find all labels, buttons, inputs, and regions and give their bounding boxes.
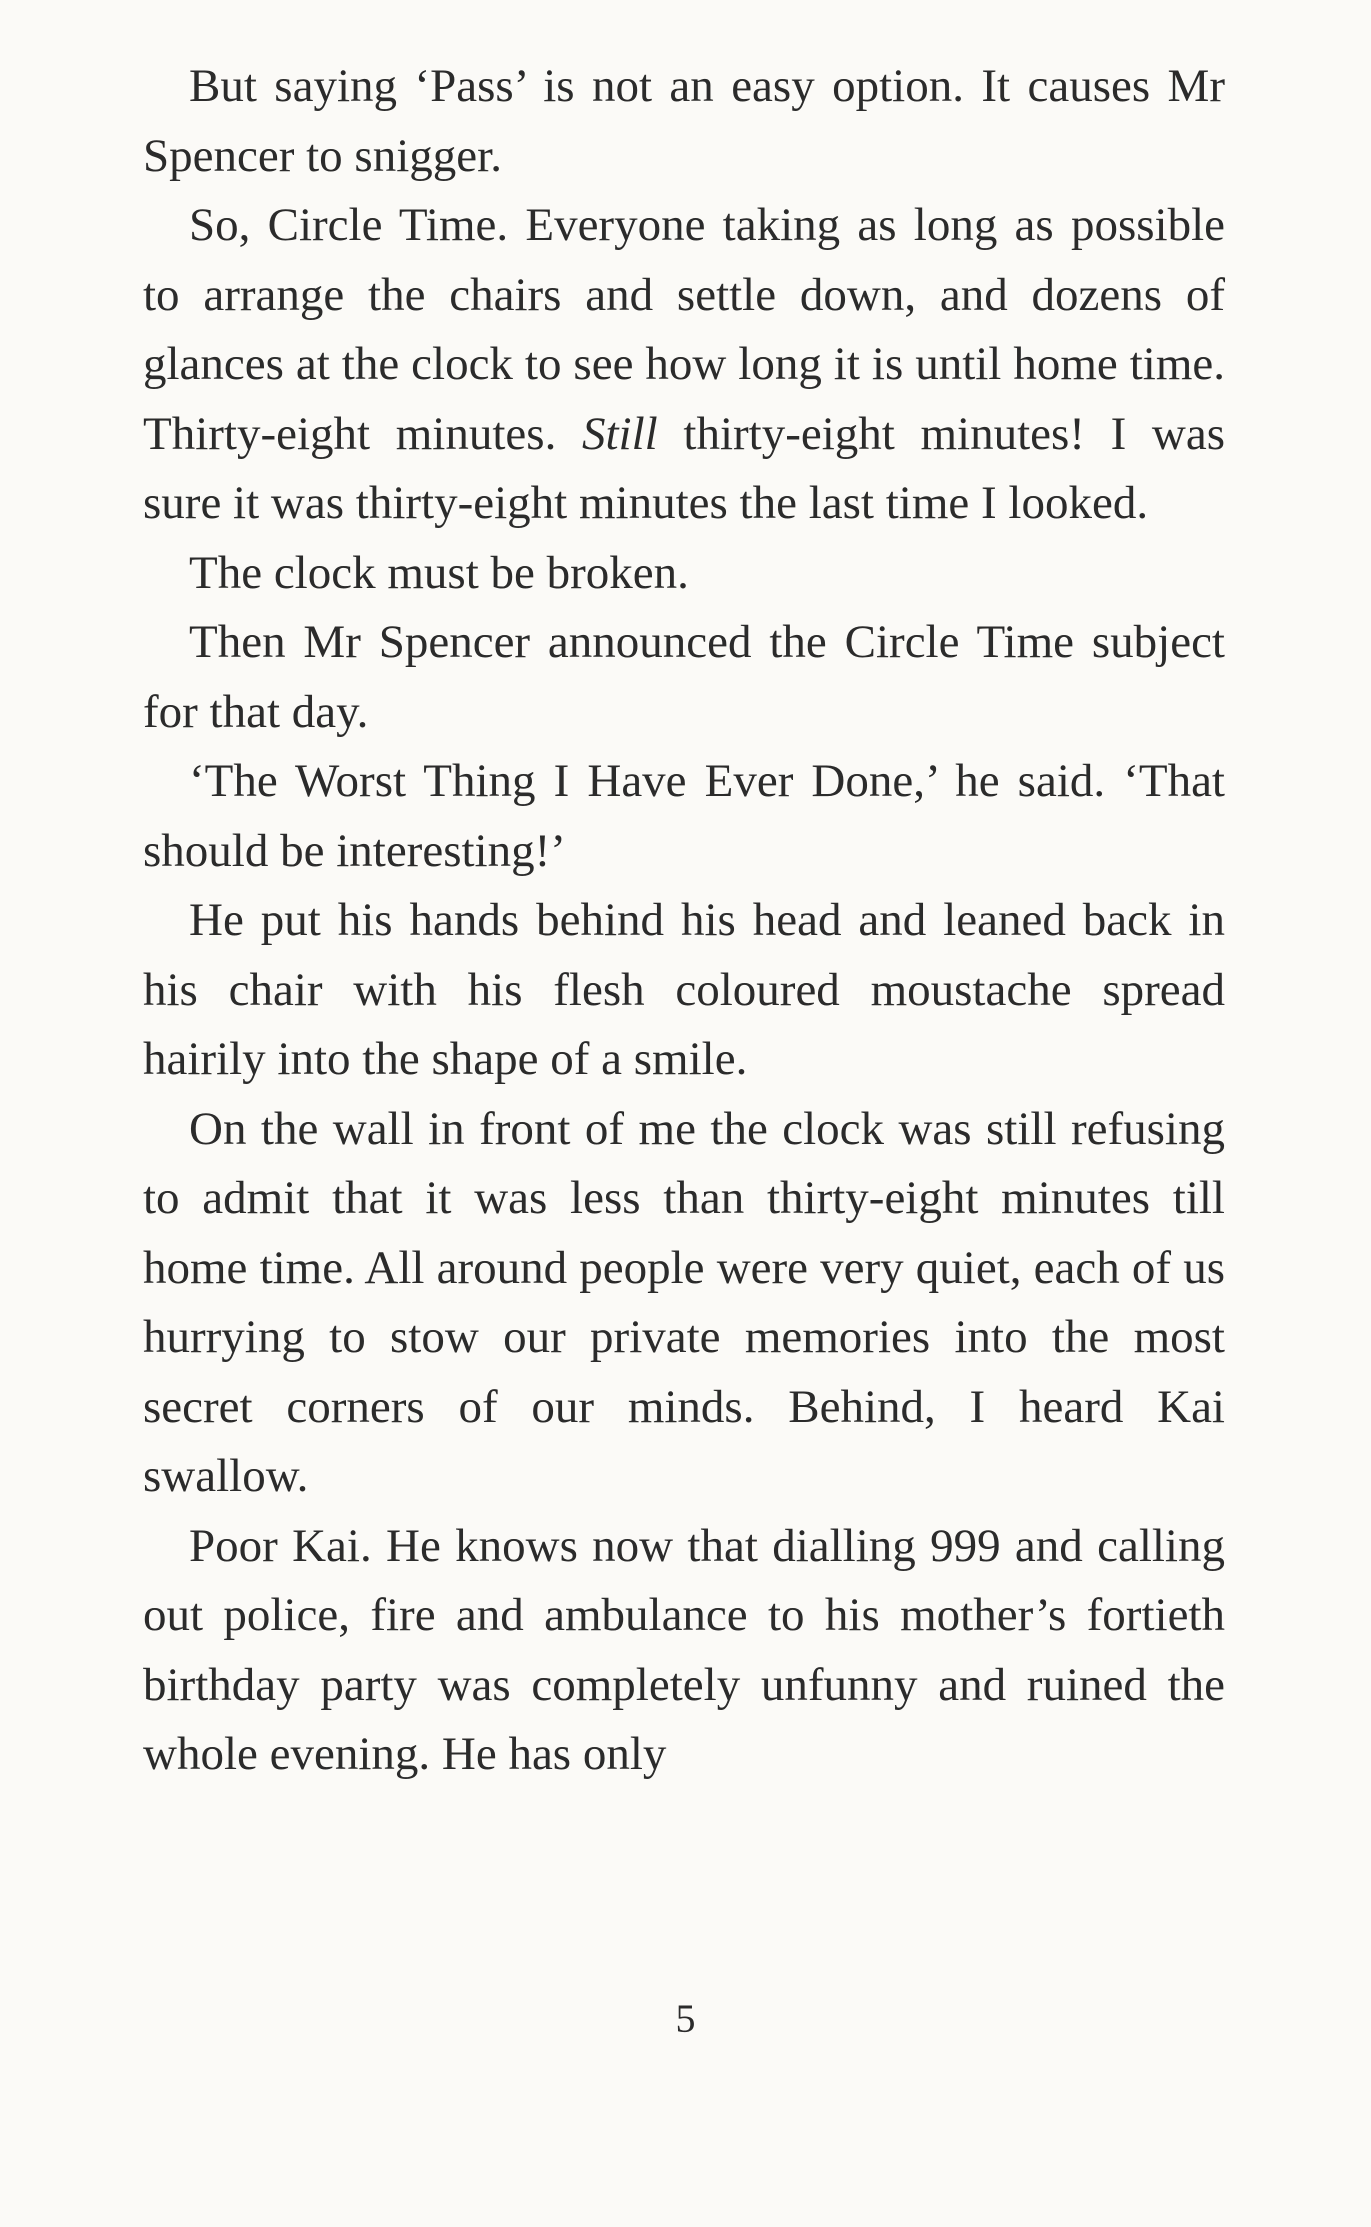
body-text (143, 52, 1225, 1790)
paragraph: On the wall in front of me the clock was still refusing to admit that it was less than thirty-eight minutes till home time. All around people were very quiet, each of us hurrying to stow our private memories into the most secret corners of our minds. Behind, I heard Kai swallow. (143, 1102, 1225, 1502)
paragraph: He put his hands behind his head and leaned back in his chair with his flesh coloured moustache spread hairily into the shape of a smile. (143, 894, 1225, 1085)
paragraph (143, 191, 1225, 539)
paragraph: ‘The Worst Thing I Have Ever Done,’ he said. ‘That should be interesting!’ (143, 755, 1225, 877)
paragraph: But saying ‘Pass’ is not an easy option. It causes Mr Spencer to snigger. (143, 60, 1225, 182)
paragraph: Poor Kai. He knows now that dialling 999 and calling out police, fire and ambulance to his mother’s fortieth birthday party was completely unfunny and ruined the whole evening. He has only (143, 1519, 1225, 1780)
paragraph-text: So, Circle Time. Everyone taking as long as possible to arrange the chairs and settle down, and dozens of glances at the clock to see how long it is until home time. Thirty-eight minutes. (143, 199, 1225, 460)
paragraph: Then Mr Spencer announced the Circle Time subject for that day. (143, 616, 1225, 738)
emphasis-text: Still (582, 407, 658, 460)
page-number: 5 (675, 1996, 696, 2041)
paragraph-text: thirty-eight minutes! I was sure it was thirty-eight minutes the last time I looked. (143, 407, 1226, 529)
paragraph: The clock must be broken. (189, 546, 689, 599)
